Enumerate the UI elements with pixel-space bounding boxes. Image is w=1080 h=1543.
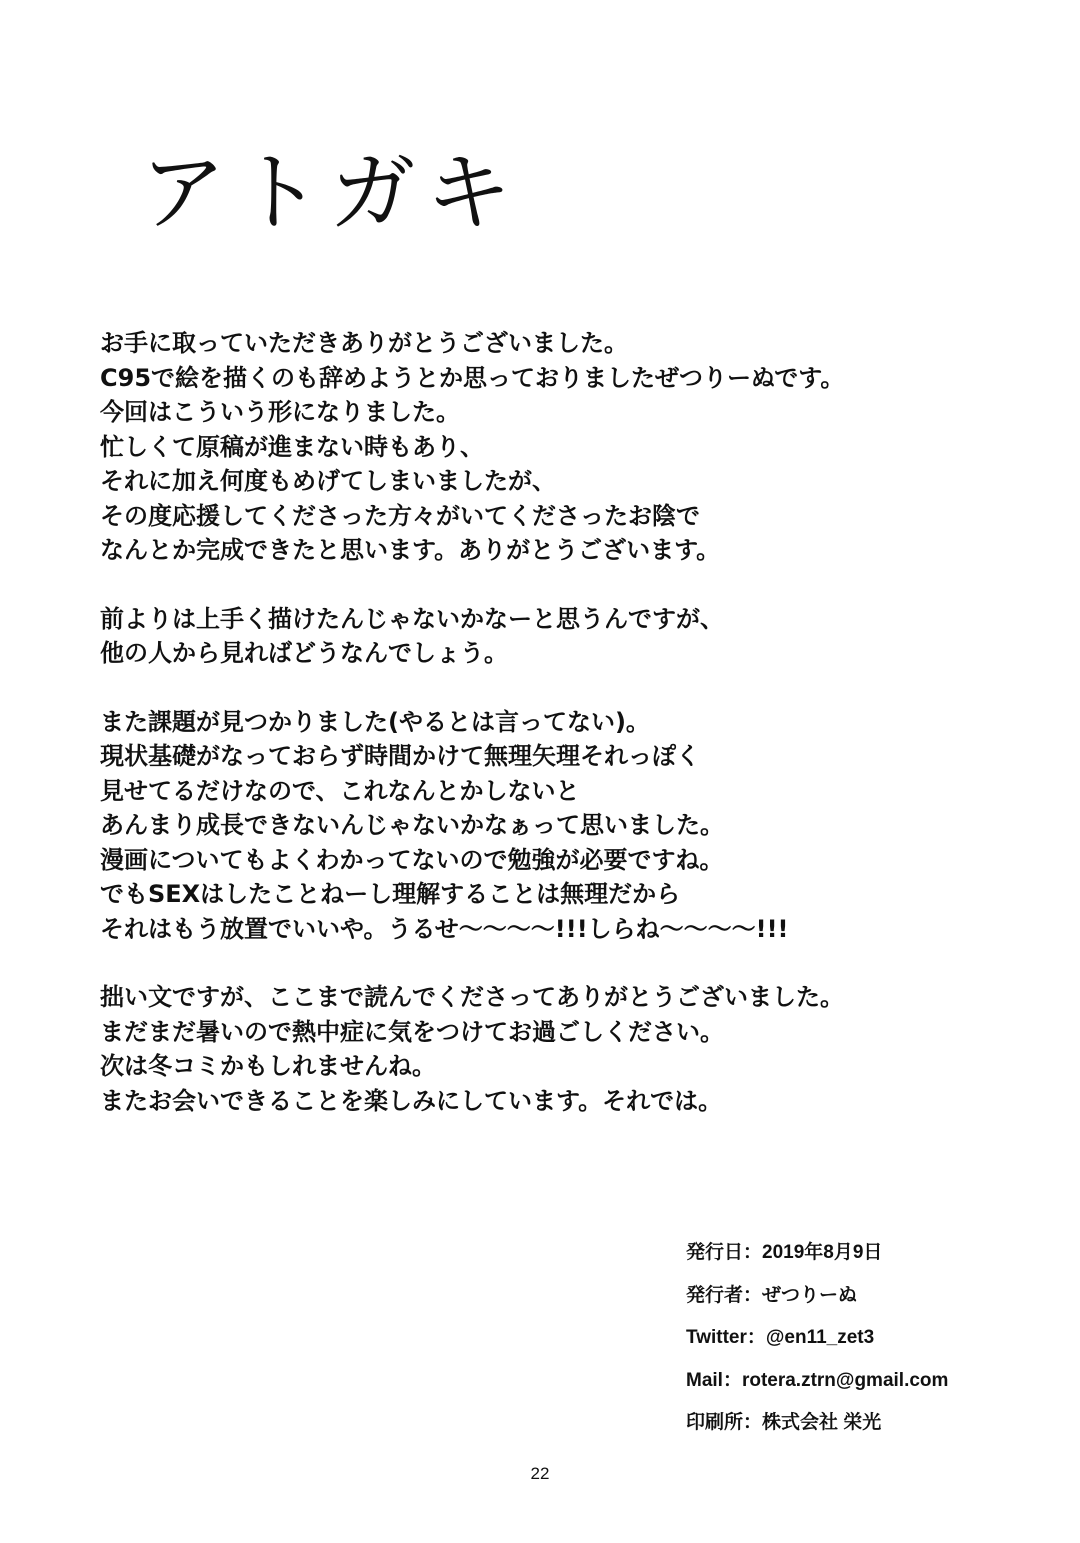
text-line: あんまり成長できないんじゃないかなぁって思いました。 xyxy=(100,811,724,839)
paragraph-3 xyxy=(100,705,1000,947)
text-line: またお会いできることを楽しみにしています。それでは。 xyxy=(100,1086,723,1115)
text-line: 漫画についてもよくわかってないので勉強が必要ですね。 xyxy=(100,845,724,874)
text-line: なんとか完成できたと思います。ありがとうございます。 xyxy=(100,536,721,564)
afterword-title: アトガキ xyxy=(140,143,522,243)
mail-address: Mail：rotera.ztrn@gmail.com xyxy=(686,1369,949,1391)
text-line: 他の人から見ればどうなんでしょう。 xyxy=(100,639,508,667)
text-line: 前よりは上手く描けたんじゃないかなーと思うんですが、 xyxy=(100,604,724,633)
text-line: C95で絵を描くのも辞めようとか思っておりましたぜつりーぬです。 xyxy=(100,363,845,392)
text-line: それはもう放置でいいや。うるせ〜〜〜〜!!!しらね〜〜〜〜!!! xyxy=(100,914,789,943)
page-number: 22 xyxy=(530,1464,550,1483)
text-line: まだまだ暑いので熱中症に気をつけてお過ごしください。 xyxy=(100,1017,724,1046)
text-line: 現状基礎がなっておらず時間かけて無理矢理それっぽく xyxy=(100,742,700,770)
text-line: 今回はこういう形になりました。 xyxy=(100,398,460,426)
text-line: 忙しくて原稿が進まない時もあり、 xyxy=(100,432,484,461)
text-line: それに加え何度もめげてしまいましたが、 xyxy=(100,467,556,495)
text-line: 見せてるだけなので、これなんとかしないと xyxy=(100,776,580,805)
printer: 印刷所：株式会社 栄光 xyxy=(686,1412,882,1433)
paragraph-2 xyxy=(100,602,1000,671)
text-line: また課題が見つかりました(やるとは言ってない)。 xyxy=(100,707,650,736)
colophon xyxy=(686,1232,1066,1445)
issue-date: 発行日：2019年8月9日 xyxy=(686,1242,883,1263)
text-line: その度応援してくださった方々がいてくださったお陰で xyxy=(100,501,700,530)
twitter-handle: Twitter：@en11_zet3 xyxy=(686,1327,875,1348)
afterword-body xyxy=(100,326,1000,1118)
paragraph-4 xyxy=(100,980,1000,1118)
text-line: 次は冬コミかもしれませんね。 xyxy=(100,1052,436,1080)
text-line: 拙い文ですが、ここまで読んでくださってありがとうございました。 xyxy=(100,983,844,1011)
text-line: お手に取っていただきありがとうございました。 xyxy=(100,329,628,357)
publisher: 発行者：ぜつりーぬ xyxy=(686,1284,858,1306)
text-line: でもSEXはしたことねーし理解することは無理だから xyxy=(100,880,681,908)
paragraph-1 xyxy=(100,326,1000,568)
